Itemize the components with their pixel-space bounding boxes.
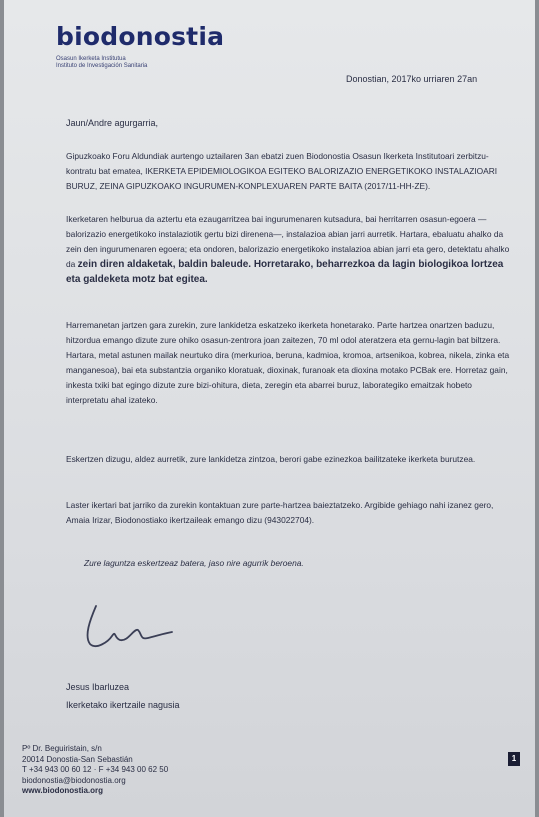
letter-page	[4, 0, 535, 817]
closing-line: Zure laguntza eskertzeaz batera, jaso nire agurrik beroena.	[84, 558, 304, 568]
footer-contact	[22, 744, 168, 797]
footer-phones: T +34 943 00 60 12 · F +34 943 00 62 50	[22, 765, 169, 774]
paragraph-participation: Harremanetan jartzen gara zurekin, zure lankidetza eskatzeko ikerketa honetarako. Parte hartzea onartzen baduzu, hitzordua emango dizute zure ohiko osasun-zentrora joan zaitezen, 70 ml odol ateratzera eta gernu-lagin bat biltzera. Hartara, metal astunen mailak neurtuko dira (merkurioa, beruna, kadmioa, kromoa, artsenikoa, kobrea, nikela, zinka eta manganesoa), bai eta substantzia organiko kloratuak, dioxinak, furanoak eta dioxina motako PCBak ere. Horretaz gain, inkesta txiki bat egingo dizute zure bizi-ohitura, dieta, zeregin eta abarrei buruz, laborategiko emaitzak hobeto interpretatu ahal izateko.	[66, 320, 510, 405]
paragraph-contact: Laster ikertari bat jarriko da zurekin kontaktuan zure parte-hartzea baieztatzeko. Argibide gehiago nahi izanez gero, Amaia Irizar, Biodonostiako ikertzaileak emango dizu (943022704).	[66, 500, 494, 525]
paragraph-thanks: Eskertzen dizugu, aldez aurretik, zure lankidetza zintzoa, berori gabe ezinezkoa bailitzateke ikerketa burutzea.	[66, 454, 476, 464]
footer-address-street: Pº Dr. Beguiristain, s/n	[22, 744, 102, 753]
paragraph-objective-part2: zein diren aldaketak, baldin baleude. Horretarako, beharrezkoa da lagin biologikoa lortzea eta galdeketa motz bat egitea.	[66, 259, 504, 285]
handwritten-signature	[76, 598, 186, 658]
salutation: Jaun/Andre agurgarria,	[66, 118, 159, 128]
footer-address-city: 20014 Donostia-San Sebastián	[22, 754, 133, 764]
signer-title: Ikerketako ikertzaile nagusia	[66, 700, 180, 710]
footer-email: biodonostia@biodonostia.org	[22, 775, 126, 785]
signer-name: Jesus Ibarluzea	[66, 682, 130, 692]
page-number: 1	[508, 752, 520, 766]
paragraph-objective-part1: Ikerketaren helburua da aztertu eta ezaugarritzea bai ingurumenaren kutsadura, bai herritarren osasun-egoera —balorizazio energetikoko instalaziotik gertu bizi direnena—, instalazioa abian jarri aurretik. Hartara, ebaluatu ahalko da zein den ingurumenaren egoera; eta ondoren, balorizazio energetikoko instalazioa abian jarri eta gero, detektatu ahalko da	[66, 214, 510, 269]
paragraph-contract: Gipuzkoako Foru Aldundiak aurtengo uztailaren 3an ebatzi zuen Biodonostia Osasun Ikerketa Institutoari zerbitzu-kontratu bat ematea, IKERKETA EPIDEMIOLOGIKOA EGITEKO BALORIZAZIO ENERGETIKOKO INSTALAZIOARI BURUZ, ZEINA GIPUZKOAKO INGURUMEN-KONPLEXUAREN PARTE BAITA (2017/11-HH-ZE).	[66, 151, 498, 191]
footer-website: www.biodonostia.org	[22, 786, 104, 795]
logo-subtitle-basque: Osasun Ikerketa Institutua	[56, 56, 126, 62]
logo-subtitle-spanish: Instituto de Investigación Sanitaria	[56, 63, 148, 69]
letter-date: Donostian, 2017ko urriaren 27an	[346, 74, 478, 84]
paragraph-objective	[66, 212, 510, 287]
biodonostia-logo: biodonostia	[56, 22, 225, 51]
